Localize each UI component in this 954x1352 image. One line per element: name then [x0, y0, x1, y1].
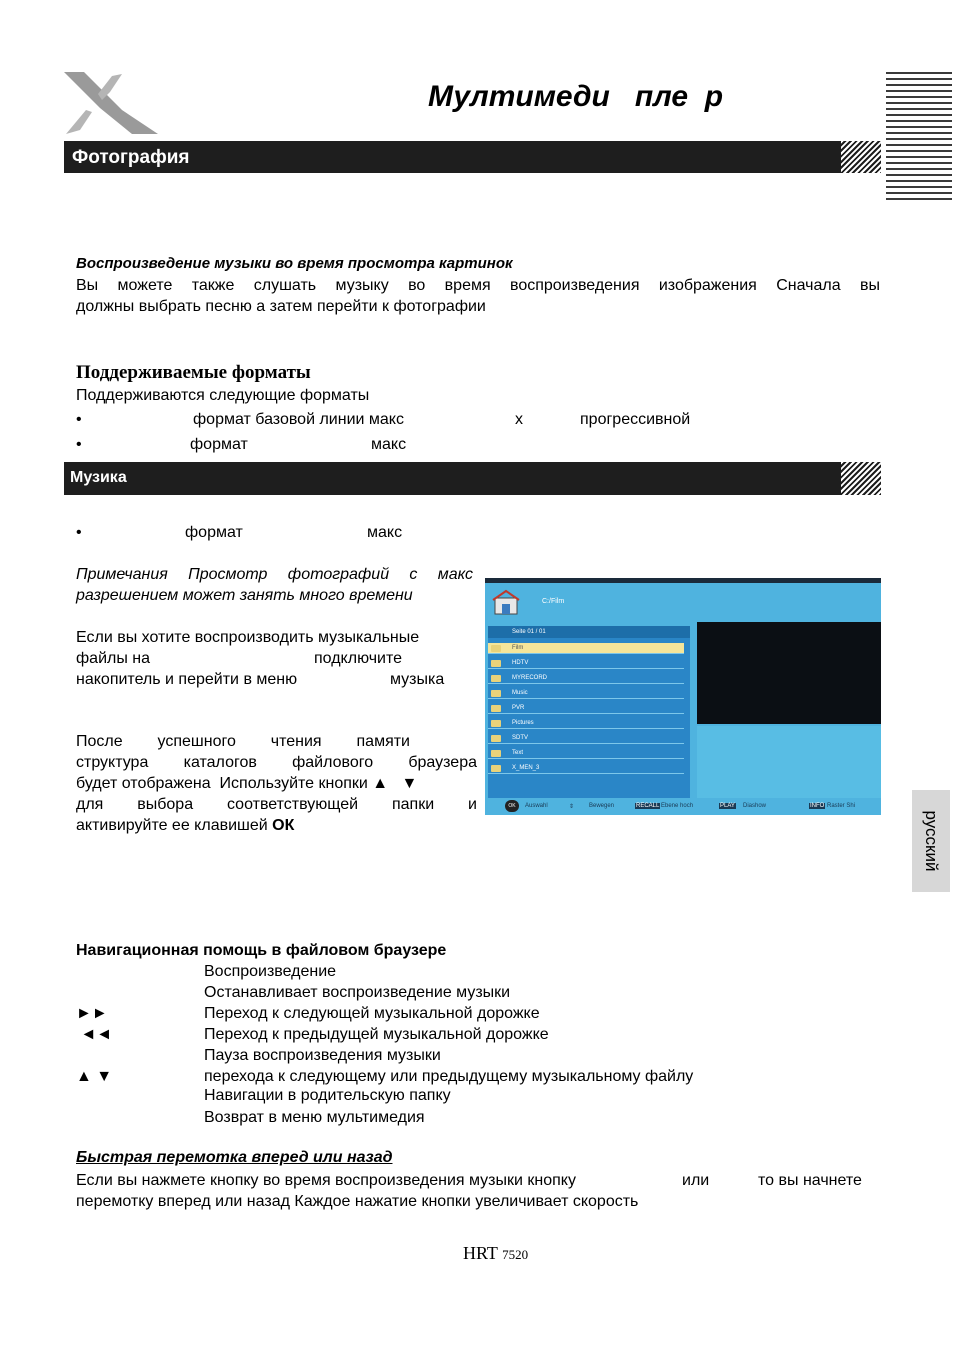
- folder-item[interactable]: MYRECORD: [488, 673, 684, 684]
- formats-intro: Поддерживаются следующие форматы: [76, 387, 370, 404]
- folder-icon: [491, 660, 501, 667]
- music-p1-line3a: накопитель и перейти в меню: [76, 671, 298, 688]
- footer-label: Ebene hoch: [661, 803, 694, 809]
- note-line1: Примечания Просмотр фотографий с макс: [76, 566, 473, 583]
- music-p2-line2: структура каталогов файлового браузера: [76, 754, 477, 771]
- folder-item[interactable]: Pictures: [488, 718, 684, 729]
- recall-key-icon: RECALL: [636, 803, 660, 809]
- formats-heading: Поддерживаемые форматы: [76, 362, 311, 383]
- screenshot-footer: [485, 798, 881, 815]
- folder-item[interactable]: PVR: [488, 703, 684, 714]
- folder-item[interactable]: Film: [488, 643, 684, 654]
- music-p2-line5-text: активируйте ее клавишей: [76, 817, 273, 834]
- fastforward-line1c: то вы начнете: [758, 1172, 862, 1189]
- music-while-photos-line1: Вы можете также слушать музыку во время воспроизведения изображения Сначала вы: [76, 277, 880, 294]
- music-p1-line1: Если вы хотите воспроизводить музыкальные: [76, 629, 420, 646]
- screenshot-top-edge: [485, 578, 881, 583]
- file-browser-screenshot: [485, 578, 881, 815]
- footer-label: Bewegen: [589, 803, 615, 809]
- folder-icon: [491, 690, 501, 697]
- page-title: Мултимеди пле р: [428, 80, 724, 113]
- formats-bullet1-b: х: [515, 411, 523, 428]
- fastforward-line2: перемотку вперед или назад Каждое нажатие кнопки увеличивает скорость: [76, 1193, 639, 1210]
- page-indicator: Seite 01 / 01: [488, 626, 690, 638]
- section-title-music: Музика: [70, 469, 127, 486]
- preview-pane: [697, 622, 881, 724]
- fastforward-heading: Быстрая перемотка вперед или назад: [76, 1149, 393, 1166]
- folder-item[interactable]: SDTV: [488, 733, 684, 744]
- info-key-icon: INFO: [810, 803, 825, 809]
- fastforward-line1b: или: [682, 1172, 710, 1189]
- folder-item[interactable]: X_MEN_3: [488, 763, 684, 774]
- footer-brand: HRT: [463, 1243, 498, 1263]
- language-tab-label: русский: [922, 810, 941, 872]
- navigation-heading: Навигационная помощь в файловом браузере: [76, 942, 447, 959]
- music-while-photos-heading: Воспроизведение музыки во время просмотра картинок: [76, 255, 513, 272]
- music-p2-line3: будет отображена Используйте кнопки ▲ ▼: [76, 775, 418, 792]
- bullet-dot: •: [76, 411, 82, 428]
- folder-item[interactable]: Music: [488, 688, 684, 699]
- folder-icon: [491, 765, 501, 772]
- info-pane: [697, 726, 881, 798]
- page-footer: [463, 1243, 528, 1264]
- music-bullet-a: формат: [185, 524, 243, 541]
- music-p1-line2a: файлы на: [76, 650, 151, 667]
- footer-label: Diashow: [743, 803, 767, 809]
- folder-icon: [491, 750, 501, 757]
- section-title-photo: Фотография: [72, 147, 190, 168]
- section-bar-music: [64, 462, 881, 495]
- play-key-icon: PLAY: [720, 803, 735, 809]
- formats-bullet1-a: формат базовой линии макс: [193, 411, 404, 428]
- folder-icon: [491, 720, 501, 727]
- bar-hatch: [841, 141, 881, 173]
- folder-icon: [491, 675, 501, 682]
- ok-button-icon: OK: [505, 800, 519, 812]
- ok-key-label: ОК: [272, 817, 295, 834]
- bullet-dot: •: [76, 524, 82, 541]
- move-arrows-icon: ⇕: [569, 804, 575, 810]
- music-p2-line5: [76, 815, 294, 836]
- folder-item[interactable]: HDTV: [488, 658, 684, 669]
- folder-icon: [491, 645, 501, 652]
- music-p1-line2b: подключите: [314, 650, 403, 667]
- current-path: C:/Film: [542, 598, 565, 605]
- music-p2-line1: После успешного чтения памяти: [76, 733, 410, 750]
- xoro-logo: [62, 70, 162, 136]
- language-tab: [912, 790, 950, 892]
- section-bar-photo: [64, 141, 881, 173]
- footer-label: Auswahl: [525, 803, 548, 809]
- music-while-photos-line2: должны выбрать песню а затем перейти к фотографии: [76, 298, 486, 315]
- formats-bullet1-c: прогрессивной: [580, 411, 691, 428]
- music-p1-line3b: музыка: [390, 671, 445, 688]
- fastforward-line1a: Если вы нажмете кнопку во время воспроизведения музыки кнопку: [76, 1172, 576, 1189]
- home-folder-icon: [492, 588, 520, 616]
- footer-label: Raster Shi: [827, 803, 856, 809]
- bar-hatch: [841, 462, 881, 495]
- note-line2: разрешением может занять много времени: [76, 587, 413, 604]
- formats-bullet2-a: формат: [190, 436, 248, 453]
- folder-icon: [491, 705, 501, 712]
- folder-icon: [491, 735, 501, 742]
- music-p2-line4: для выбора соответствующей папки и: [76, 796, 477, 813]
- folder-item[interactable]: Text: [488, 748, 684, 759]
- formats-bullet2-b: макс: [371, 436, 407, 453]
- bullet-dot: •: [76, 436, 82, 453]
- decorative-stripes: [886, 72, 952, 200]
- music-bullet-b: макс: [367, 524, 403, 541]
- footer-model: 7520: [502, 1247, 529, 1262]
